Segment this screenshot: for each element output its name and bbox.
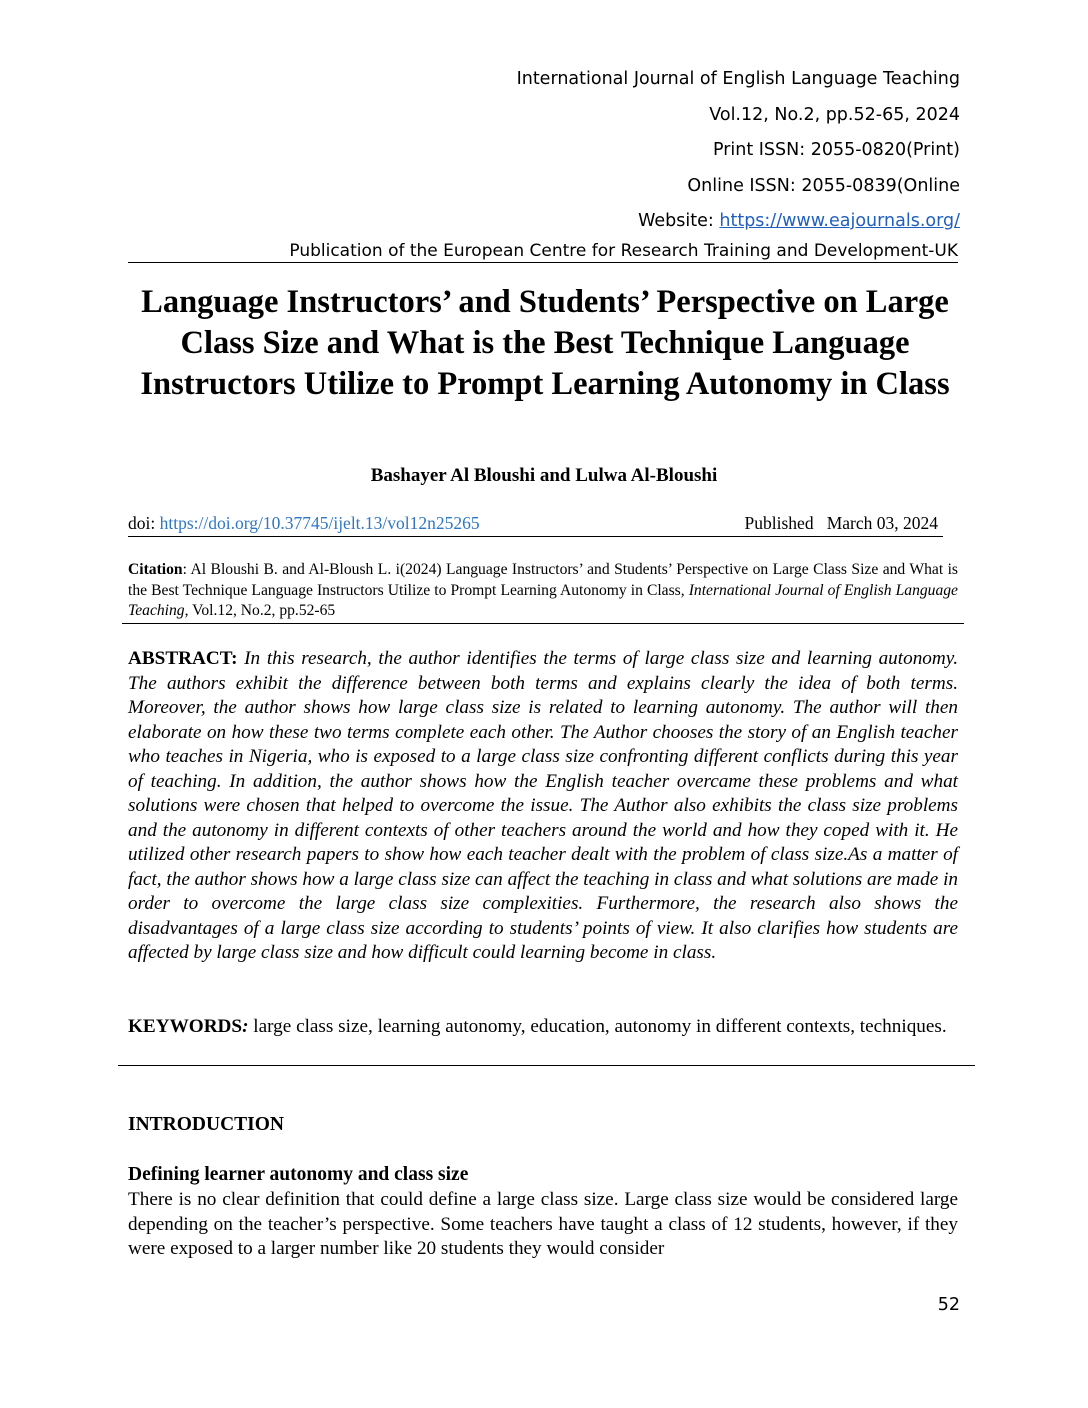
- keywords-block: [128, 1015, 958, 1040]
- section-subheading: Defining learner autonomy and class size: [128, 1164, 469, 1185]
- abstract-block: [128, 647, 958, 966]
- keywords-label: KEYWORDS: [128, 1016, 243, 1037]
- published-date: Published March 03, 2024: [744, 513, 938, 533]
- doi-row: [128, 513, 938, 534]
- citation-tail: , Vol.12, No.2, pp.52-65: [184, 602, 336, 619]
- introduction-heading: INTRODUCTION: [128, 1114, 285, 1135]
- doi-label: doi:: [128, 513, 160, 533]
- publisher-line: Publication of the European Centre for Research Training and Development-UK: [289, 241, 958, 261]
- header-divider: [128, 262, 958, 263]
- keywords-text: large class size, learning autonomy, education, autonomy in different contexts, techniques.: [248, 1016, 947, 1037]
- citation-label: Citation: [128, 561, 183, 578]
- citation-divider: [122, 623, 964, 624]
- citation-text: : Al Bloushi B. and Al-Bloush L. i(2024) Language Instructors’ and Students’ Perspective on Large Class Size and What is the Best Technique Language Instructors Utilize to Prompt Learning Autonomy in Class,: [128, 561, 958, 599]
- keywords-colon: :: [242, 1016, 249, 1037]
- keywords-divider: [118, 1065, 975, 1066]
- journal-header: [0, 62, 960, 240]
- journal-name: International Journal of English Language Teaching: [516, 69, 960, 89]
- abstract-text: In this research, the author identifies the terms of large class size and learning autonomy. The authors exhibit the difference between both terms and explains clearly the idea of both terms. Moreover, the author shows how large class size is related to learning autonomy. The author will then elaborate on how these two terms complete each other. The Author chooses the story of an English teacher who teaches in Nigeria, who is exposed to a large class size confronting different conflicts during this year of teaching. In addition, the author shows how the English teacher overcame these problems and what solutions were chosen that helped to overcome the issue. The Author also exhibits the class size problems and the autonomy in different contexts of other teachers around the world and how they coped with it. He utilized other research papers to show how each teacher dealt with the problem of class size.As a matter of fact, the author shows how a large class size can affect the teaching in class and what solutions are made in order to overcome the large class size complexities. Furthermore, the research also shows the disadvantages of a large class size according to students’ points of view. It also clarifies how students are affected by large class size and how difficult could learning become in class.: [128, 648, 958, 963]
- doi-divider: [128, 536, 943, 537]
- page-number: 52: [937, 1295, 960, 1315]
- doi-link[interactable]: https://doi.org/10.37745/ijelt.13/vol12n25265: [159, 513, 480, 533]
- website-link[interactable]: https://www.eajournals.org/: [719, 211, 960, 231]
- online-issn: Online ISSN: 2055-0839(Online: [687, 175, 960, 196]
- abstract-label: ABSTRACT:: [128, 648, 238, 669]
- paper-authors: Bashayer Al Bloushi and Lulwa Al-Bloushi: [370, 465, 718, 486]
- website-line: [0, 204, 960, 240]
- citation-block: [128, 560, 958, 622]
- website-label: Website:: [638, 211, 720, 231]
- introduction-paragraph: There is no clear definition that could define a large class size. Large class size would be considered large depending on the teacher’s perspective. Some teachers have taught a class of 12 students, however, if they were exposed to a larger number like 20 students they would consider: [128, 1189, 958, 1259]
- citation-journal: International Journal of English Language Teaching: [128, 581, 958, 619]
- print-issn: Print ISSN: 2055-0820(Print): [712, 140, 960, 160]
- volume-info: Vol.12, No.2, pp.52-65, 2024: [709, 104, 960, 125]
- paper-title: Language Instructors’ and Students’ Perspective on Large Class Size and What is the Best Technique Language Instructors Utilize to Prompt Learning Autonomy in Class: [140, 284, 950, 402]
